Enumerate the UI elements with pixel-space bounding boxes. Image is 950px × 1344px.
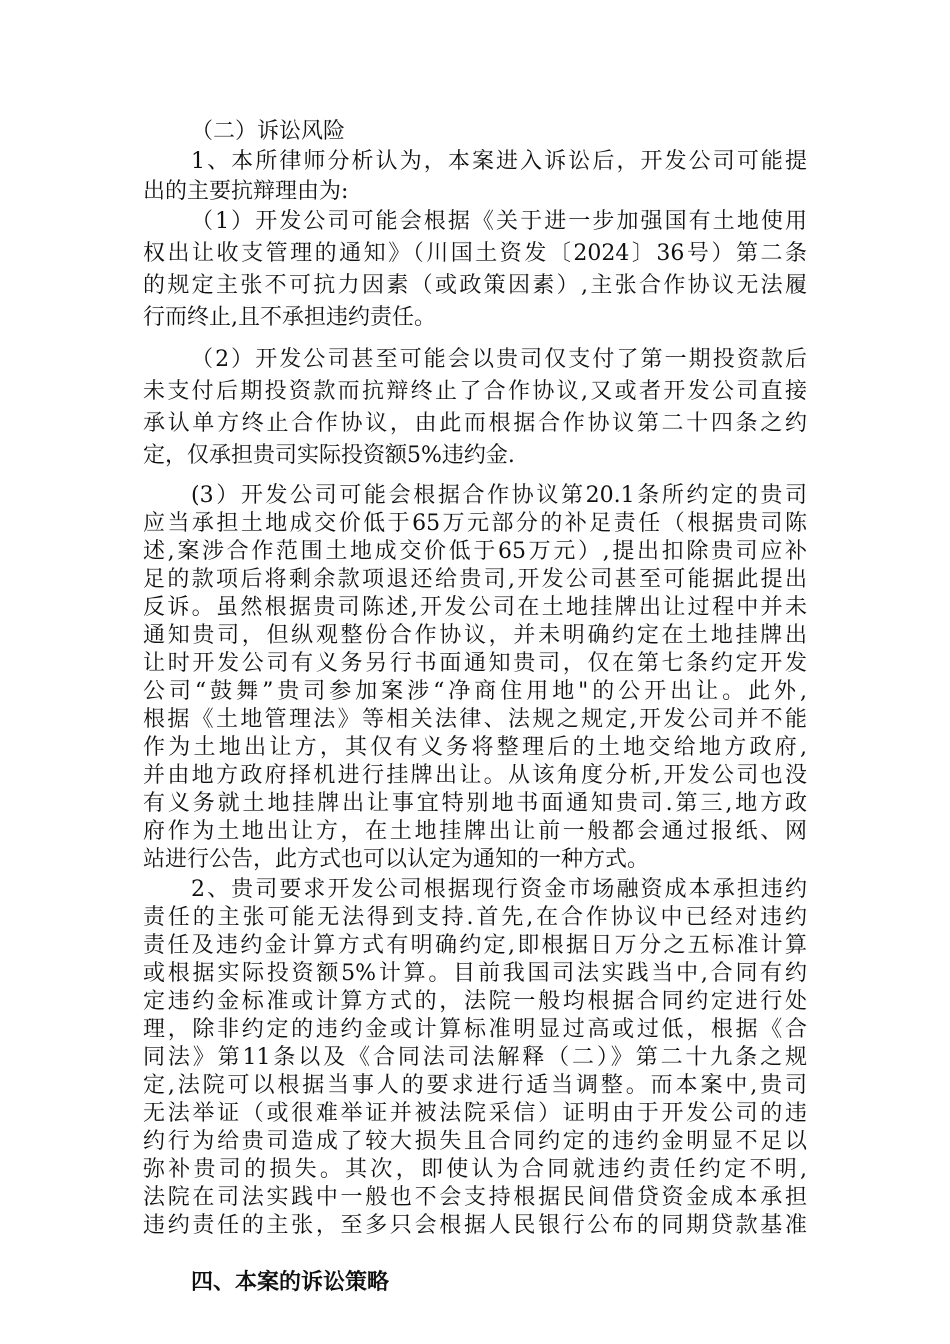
paragraph-line: 约行为给贵司造成了较大损失且合同约定的违约金明显不足以 xyxy=(143,1129,807,1154)
paragraph-line: 让时开发公司有义务另行书面通知贵司，仅在第七条约定开发 xyxy=(143,651,807,676)
paragraph-line: 足的款项后将剩余款项退还给贵司,开发公司甚至可能据此提出 xyxy=(143,567,807,592)
paragraph-line: 2、贵司要求开发公司根据现行资金市场融资成本承担违约 xyxy=(191,877,807,902)
paragraph-line: 无法举证（或很难举证并被法院采信）证明由于开发公司的违 xyxy=(143,1101,807,1126)
next-section-heading: 四、本案的诉讼策略 xyxy=(191,1269,390,1295)
paragraph-line: 述,案涉合作范围土地成交价低于65万元）,提出扣除贵司应补 xyxy=(143,539,807,564)
paragraph-line: 的规定主张不可抗力因素（或政策因素）,主张合作协议无法履 xyxy=(143,273,807,298)
paragraph-line: 站进行公告，此方式也可以认定为通知的一种方式。 xyxy=(143,847,650,872)
paragraph-line: 弥补贵司的损失。其次，即使认为合同就违约责任约定不明, xyxy=(143,1157,807,1182)
paragraph-line: 承认单方终止合作协议，由此而根据合作协议第二十四条之约 xyxy=(143,411,807,436)
paragraph-line: 1、本所律师分析认为，本案进入诉讼后，开发公司可能提 xyxy=(191,149,807,174)
paragraph-line: 责任及违约金计算方式有明确约定,即根据日万分之五标准计算 xyxy=(143,933,807,958)
paragraph-line: 权出让收支管理的通知》（川国土资发〔2024〕36号）第二条 xyxy=(143,241,807,266)
paragraph-line: 府作为土地出让方，在土地挂牌出让前一般都会通过报纸、网 xyxy=(143,819,807,844)
paragraph-line: 作为土地出让方，其仅有义务将整理后的土地交给地方政府, xyxy=(143,735,807,760)
paragraph-line: 出的主要抗辩理由为: xyxy=(143,179,349,204)
paragraph-line: 违约责任的主张，至多只会根据人民银行公布的同期贷款基准 xyxy=(143,1213,807,1238)
paragraph-line: 法院在司法实践中一般也不会支持根据民间借贷资金成本承担 xyxy=(143,1185,807,1210)
paragraph-line: 并由地方政府择机进行挂牌出让。从该角度分析,开发公司也没 xyxy=(143,763,807,788)
paragraph-line: 定违约金标准或计算方式的，法院一般均根据合同约定进行处 xyxy=(143,989,807,1014)
paragraph-line: 应当承担土地成交价低于65万元部分的补足责任（根据贵司陈 xyxy=(143,511,807,536)
paragraph-line: 公司“鼓舞”贵司参加案涉“净商住用地"的公开出让。此外, xyxy=(143,679,807,704)
paragraph-line: 同法》第11条以及《合同法司法解释（二）》第二十九条之规 xyxy=(143,1045,807,1070)
paragraph-line: 根据《土地管理法》等相关法律、法规之规定,开发公司并不能 xyxy=(143,707,807,732)
paragraph-line: 或根据实际投资额5%计算。目前我国司法实践当中,合同有约 xyxy=(143,961,807,986)
section-heading: （二）诉讼风险 xyxy=(191,119,346,144)
paragraph-line: （1）开发公司可能会根据《关于进一步加强国有土地使用 xyxy=(191,209,807,234)
paragraph-line: 未支付后期投资款而抗辩终止了合作协议,又或者开发公司直接 xyxy=(143,379,807,404)
paragraph-line: 定，仅承担贵司实际投资额5%违约金. xyxy=(143,443,515,468)
paragraph-line: 有义务就土地挂牌出让事宜特别地书面通知贵司.第三,地方政 xyxy=(143,791,807,816)
paragraph-line: (3）开发公司可能会根据合作协议第20.1条所约定的贵司 xyxy=(191,483,807,508)
paragraph-line: 定,法院可以根据当事人的要求进行适当调整。而本案中,贵司 xyxy=(143,1073,807,1098)
paragraph-line: （2）开发公司甚至可能会以贵司仅支付了第一期投资款后 xyxy=(191,347,807,372)
paragraph-line: 理，除非约定的违约金或计算标准明显过高或过低，根据《合 xyxy=(143,1017,807,1042)
paragraph-line: 反诉。虽然根据贵司陈述,开发公司在土地挂牌出让过程中并未 xyxy=(143,595,807,620)
paragraph-line: 责任的主张可能无法得到支持.首先,在合作协议中已经对违约 xyxy=(143,905,807,930)
paragraph-line: 通知贵司，但纵观整份合作协议，并未明确约定在土地挂牌出 xyxy=(143,623,807,648)
paragraph-line: 行而终止,且不承担违约责任。 xyxy=(143,305,436,330)
